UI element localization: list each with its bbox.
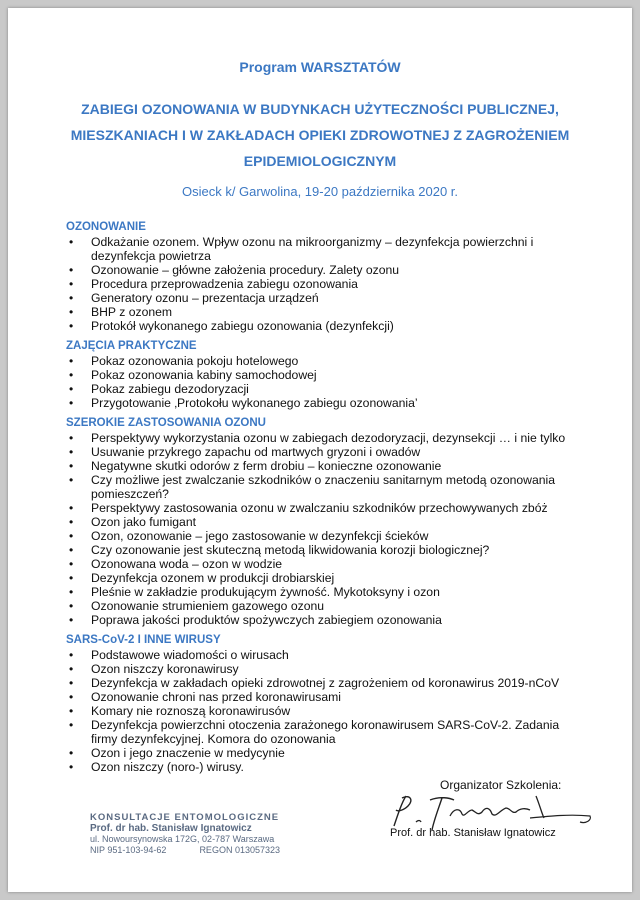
list-item: • Ozon i jego znaczenie w medycynie xyxy=(66,746,586,760)
stamp-line: Prof. dr hab. Stanisław Ignatowicz xyxy=(90,823,252,834)
section-list xyxy=(66,648,586,774)
list-item: • Odkażanie ozonem. Wpływ ozonu na mikroorganizmy – dezynfekcja powierzchni i dezynfekcja powietrza xyxy=(66,235,586,263)
list-item: • Czy ozonowanie jest skuteczną metodą likwidowania korozji biologicznej? xyxy=(66,543,586,557)
list-item: • Czy możliwe jest zwalczanie szkodników o znaczeniu sanitarnym metodą ozonowania pomieszczeń? xyxy=(66,473,586,501)
workshop-title-line: ZABIEGI OZONOWANIA W BUDYNKACH UŻYTECZNOŚCI PUBLICZNEJ, xyxy=(81,101,559,117)
list-item: • Ozon, ozonowanie – jego zastosowanie w dezynfekcji ścieków xyxy=(66,529,586,543)
list-item: • Procedura przeprowadzenia zabiegu ozonowania xyxy=(66,277,586,291)
organizer-label: Organizator Szkolenia: xyxy=(440,778,562,792)
list-item: • Perspektywy zastosowania ozonu w zwalczaniu szkodników przechowywanych zbóż xyxy=(66,501,586,515)
list-item: • Generatory ozonu – prezentacja urządzeń xyxy=(66,291,586,305)
workshop-title xyxy=(48,96,592,174)
list-item: • Ozon niszczy koronawirusy xyxy=(66,662,586,676)
stamp-address: ul. Nowoursynowska 172G, 02-787 Warszawa xyxy=(90,834,275,844)
section-ozonowanie xyxy=(66,220,586,333)
list-item: • Dezynfekcja w zakładach opieki zdrowotnej z zagrożeniem od koronawirus 2019-nCoV xyxy=(66,676,586,690)
list-item: • Perspektywy wykorzystania ozonu w zabiegach dezodoryzacji, dezynsekcji … i nie tylko xyxy=(66,431,586,445)
list-item: • Przygotowanie ‚Protokołu wykonanego zabiegu ozonowania’ xyxy=(66,396,586,410)
workshop-title-line: MIESZKANIACH I W ZAKŁADACH OPIEKI ZDROWOTNEJ Z ZAGROŻENIEM xyxy=(70,127,570,143)
section-zajecia-praktyczne xyxy=(66,339,586,410)
list-item: • Ozon jako fumigant xyxy=(66,515,586,529)
stamp-regon: REGON 013057323 xyxy=(199,845,280,855)
section-sars-cov-2 xyxy=(66,633,586,774)
list-item: • BHP z ozonem xyxy=(66,305,586,319)
list-item: • Ozonowanie – główne założenia procedury. Zalety ozonu xyxy=(66,263,586,277)
stamp-line: KONSULTACJE ENTOMOLOGICZNE xyxy=(90,812,280,823)
list-item: • Dezynfekcja ozonem w produkcji drobiarskiej xyxy=(66,571,586,585)
program-content xyxy=(66,220,586,780)
section-list xyxy=(66,431,586,627)
program-title: Program WARSZTATÓW xyxy=(239,59,401,75)
list-item: • Poprawa jakości produktów spożywczych zabiegiem ozonowania xyxy=(66,613,586,627)
place-date: Osieck k/ Garwolina, 19-20 października 2020 r. xyxy=(181,184,459,199)
list-item: • Pleśnie w zakładzie produkującym żywność. Mykotoksyny i ozon xyxy=(66,585,586,599)
section-title: SZEROKIE ZASTOSOWANIA OZONU xyxy=(66,417,266,429)
list-item: • Usuwanie przykrego zapachu od martwych gryzoni i owadów xyxy=(66,445,586,459)
section-szerokie-zastosowania xyxy=(66,416,586,627)
section-title: OZONOWANIE xyxy=(66,221,146,233)
section-list xyxy=(66,354,586,410)
list-item: • Protokół wykonanego zabiegu ozonowania (dezynfekcji) xyxy=(66,319,586,333)
list-item: • Pokaz zabiegu dezodoryzacji xyxy=(66,382,586,396)
company-stamp xyxy=(90,812,280,856)
list-item: • Podstawowe wiadomości o wirusach xyxy=(66,648,586,662)
list-item: • Pokaz ozonowania pokoju hotelowego xyxy=(66,354,586,368)
document-page xyxy=(8,8,632,892)
list-item: • Ozonowanie chroni nas przed koronawirusami xyxy=(66,690,586,704)
section-title: ZAJĘCIA PRAKTYCZNE xyxy=(66,340,197,352)
stamp-nip: NIP 951-103-94-62 xyxy=(90,845,167,855)
workshop-title-line: EPIDEMIOLOGICZNYM xyxy=(243,153,397,169)
stamp-ids xyxy=(90,845,280,856)
list-item: • Ozonowana woda – ozon w wodzie xyxy=(66,557,586,571)
list-item: • Pokaz ozonowania kabiny samochodowej xyxy=(66,368,586,382)
list-item: • Negatywne skutki odorów z ferm drobiu – konieczne ozonowanie xyxy=(66,459,586,473)
signatory-name: Prof. dr hab. Stanisław Ignatowicz xyxy=(390,827,556,839)
section-list xyxy=(66,235,586,333)
list-item: • Ozonowanie strumieniem gazowego ozonu xyxy=(66,599,586,613)
section-title: SARS-CoV-2 I INNE WIRUSY xyxy=(66,634,221,646)
list-item: • Dezynfekcja powierzchni otoczenia zarażonego koronawirusem SARS-CoV-2. Zadania firmy dezynfekcyjnej. Komora do ozonowania xyxy=(66,718,586,746)
list-item: • Komary nie roznoszą koronawirusów xyxy=(66,704,586,718)
list-item: • Ozon niszczy (noro-) wirusy. xyxy=(66,760,586,774)
